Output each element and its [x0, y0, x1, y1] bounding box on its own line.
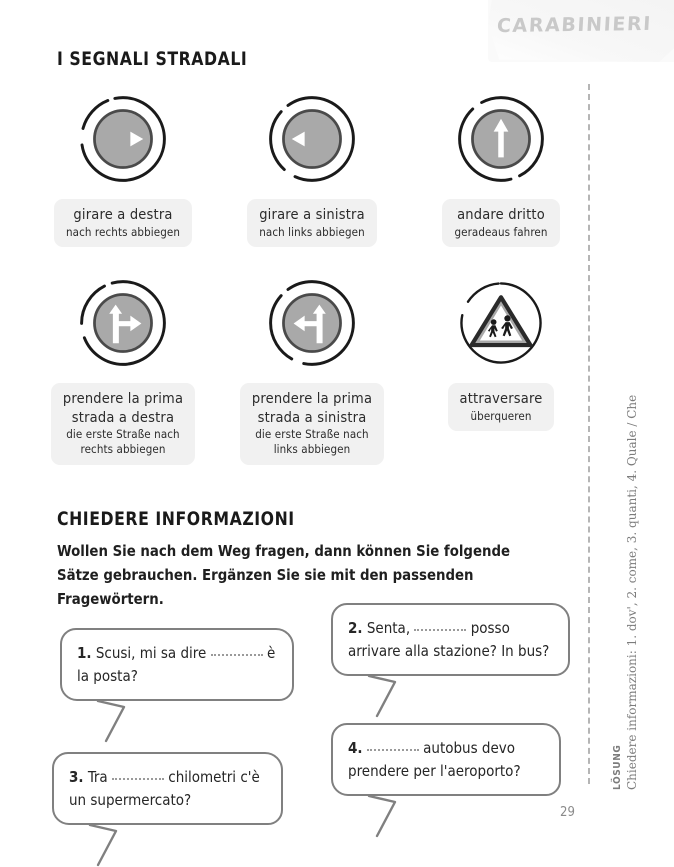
question-number-3: 3. — [69, 768, 84, 786]
sign-label — [247, 199, 377, 247]
brand-watermark: CARABINIERI — [496, 12, 653, 38]
arrow-left-sign-icon — [266, 93, 358, 185]
sign-label — [240, 383, 384, 465]
solution-block — [612, 360, 639, 790]
sign-label-it-2: strada a destra — [71, 409, 175, 426]
sign-label-de: geradeaus fahren — [454, 224, 548, 239]
sign-cell-crossing — [411, 277, 591, 431]
arrow-right-sign-icon — [77, 93, 169, 185]
question-bubble-2 — [331, 603, 570, 676]
question-bubble-3 — [52, 752, 283, 825]
sign-label-it: girare a destra — [73, 207, 173, 223]
arrow-up-sign-icon — [455, 93, 547, 185]
solution-text: Chiedere informazioni: 1. dov', 2. come, 3. quanti, 4. Quale / Che — [625, 394, 639, 790]
answer-blank-4[interactable] — [367, 740, 419, 751]
sign-label-de: die erste Straße nach — [66, 427, 180, 442]
sign-label-it: prendere la prima — [251, 391, 373, 407]
bubble-tail-1 — [94, 701, 134, 743]
question-bubble-3-body — [52, 752, 283, 825]
sign-cell-turn-right — [33, 93, 213, 247]
sign-cell-first-right — [33, 277, 213, 465]
question-bubble-2-body — [331, 603, 570, 676]
question-suffix-1: è la posta? — [77, 644, 276, 685]
question-number-4: 4. — [348, 739, 363, 757]
answer-blank-1[interactable] — [211, 645, 263, 656]
question-number-1: 1. — [77, 644, 92, 662]
question-bubble-4 — [331, 723, 561, 796]
bubble-tail-3 — [86, 825, 126, 867]
sign-label-de: nach links abbiegen — [259, 224, 365, 239]
question-prefix-2: Senta, — [366, 619, 411, 637]
page-title-road-signs: I SEGNALI STRADALI — [57, 48, 248, 70]
sign-cell-first-left — [222, 277, 402, 465]
question-bubble-1 — [60, 628, 294, 701]
answer-blank-2[interactable] — [414, 620, 466, 631]
first-left-sign-icon — [266, 277, 358, 369]
sign-cell-turn-left — [222, 93, 402, 247]
sign-label — [51, 383, 195, 465]
question-prefix-1: Scusi, mi sa dire — [95, 644, 207, 662]
sign-label — [448, 383, 555, 431]
question-prefix-3: Tra — [87, 768, 108, 786]
bubble-tail-2 — [365, 676, 405, 718]
question-number-2: 2. — [348, 619, 363, 637]
sign-label-it-2: strada a sinistra — [257, 409, 367, 426]
sign-label-it: attraversare — [459, 391, 543, 407]
first-right-sign-icon — [77, 277, 169, 369]
sign-label — [54, 199, 192, 247]
question-bubble-4-body — [331, 723, 561, 796]
sign-label-it: prendere la prima — [62, 391, 184, 407]
question-suffix-3: chilometri c'è un supermercato? — [69, 768, 260, 809]
sign-label-de-2: links abbiegen — [273, 441, 351, 456]
question-text-4 — [348, 737, 545, 782]
intro-paragraph: Wollen Sie nach dem Weg fragen, dann können Sie folgende Sätze gebrauchen. Ergänzen Sie sie mit den passenden Fragewörtern. — [57, 543, 511, 608]
page-number: 29 — [560, 805, 575, 820]
question-text-3 — [69, 766, 267, 811]
sign-label-de: überqueren — [470, 408, 532, 423]
bubble-tail-4 — [365, 796, 405, 838]
sign-cell-straight — [411, 93, 591, 247]
sign-label-it: andare dritto — [457, 207, 545, 223]
solution-label: LÖSUNG — [612, 744, 623, 790]
question-bubble-1-body — [60, 628, 294, 701]
question-suffix-4: autobus devo prendere per l'aeroporto? — [348, 739, 521, 780]
pedestrian-warning-sign-icon — [455, 277, 547, 369]
page-title-asking-info: CHIEDERE INFORMAZIONI — [57, 508, 295, 530]
question-text-2 — [348, 617, 554, 662]
answer-blank-3[interactable] — [112, 769, 164, 780]
question-text-1 — [77, 642, 278, 687]
sign-label-de: die erste Straße nach — [255, 427, 369, 442]
sign-label-de-2: rechts abbiegen — [80, 441, 166, 456]
question-suffix-2: posso arrivare alla stazione? In bus? — [348, 619, 550, 660]
sign-label — [442, 199, 559, 247]
sign-label-it: girare a sinistra — [259, 207, 365, 223]
sign-label-de: nach rechts abbiegen — [66, 224, 180, 239]
